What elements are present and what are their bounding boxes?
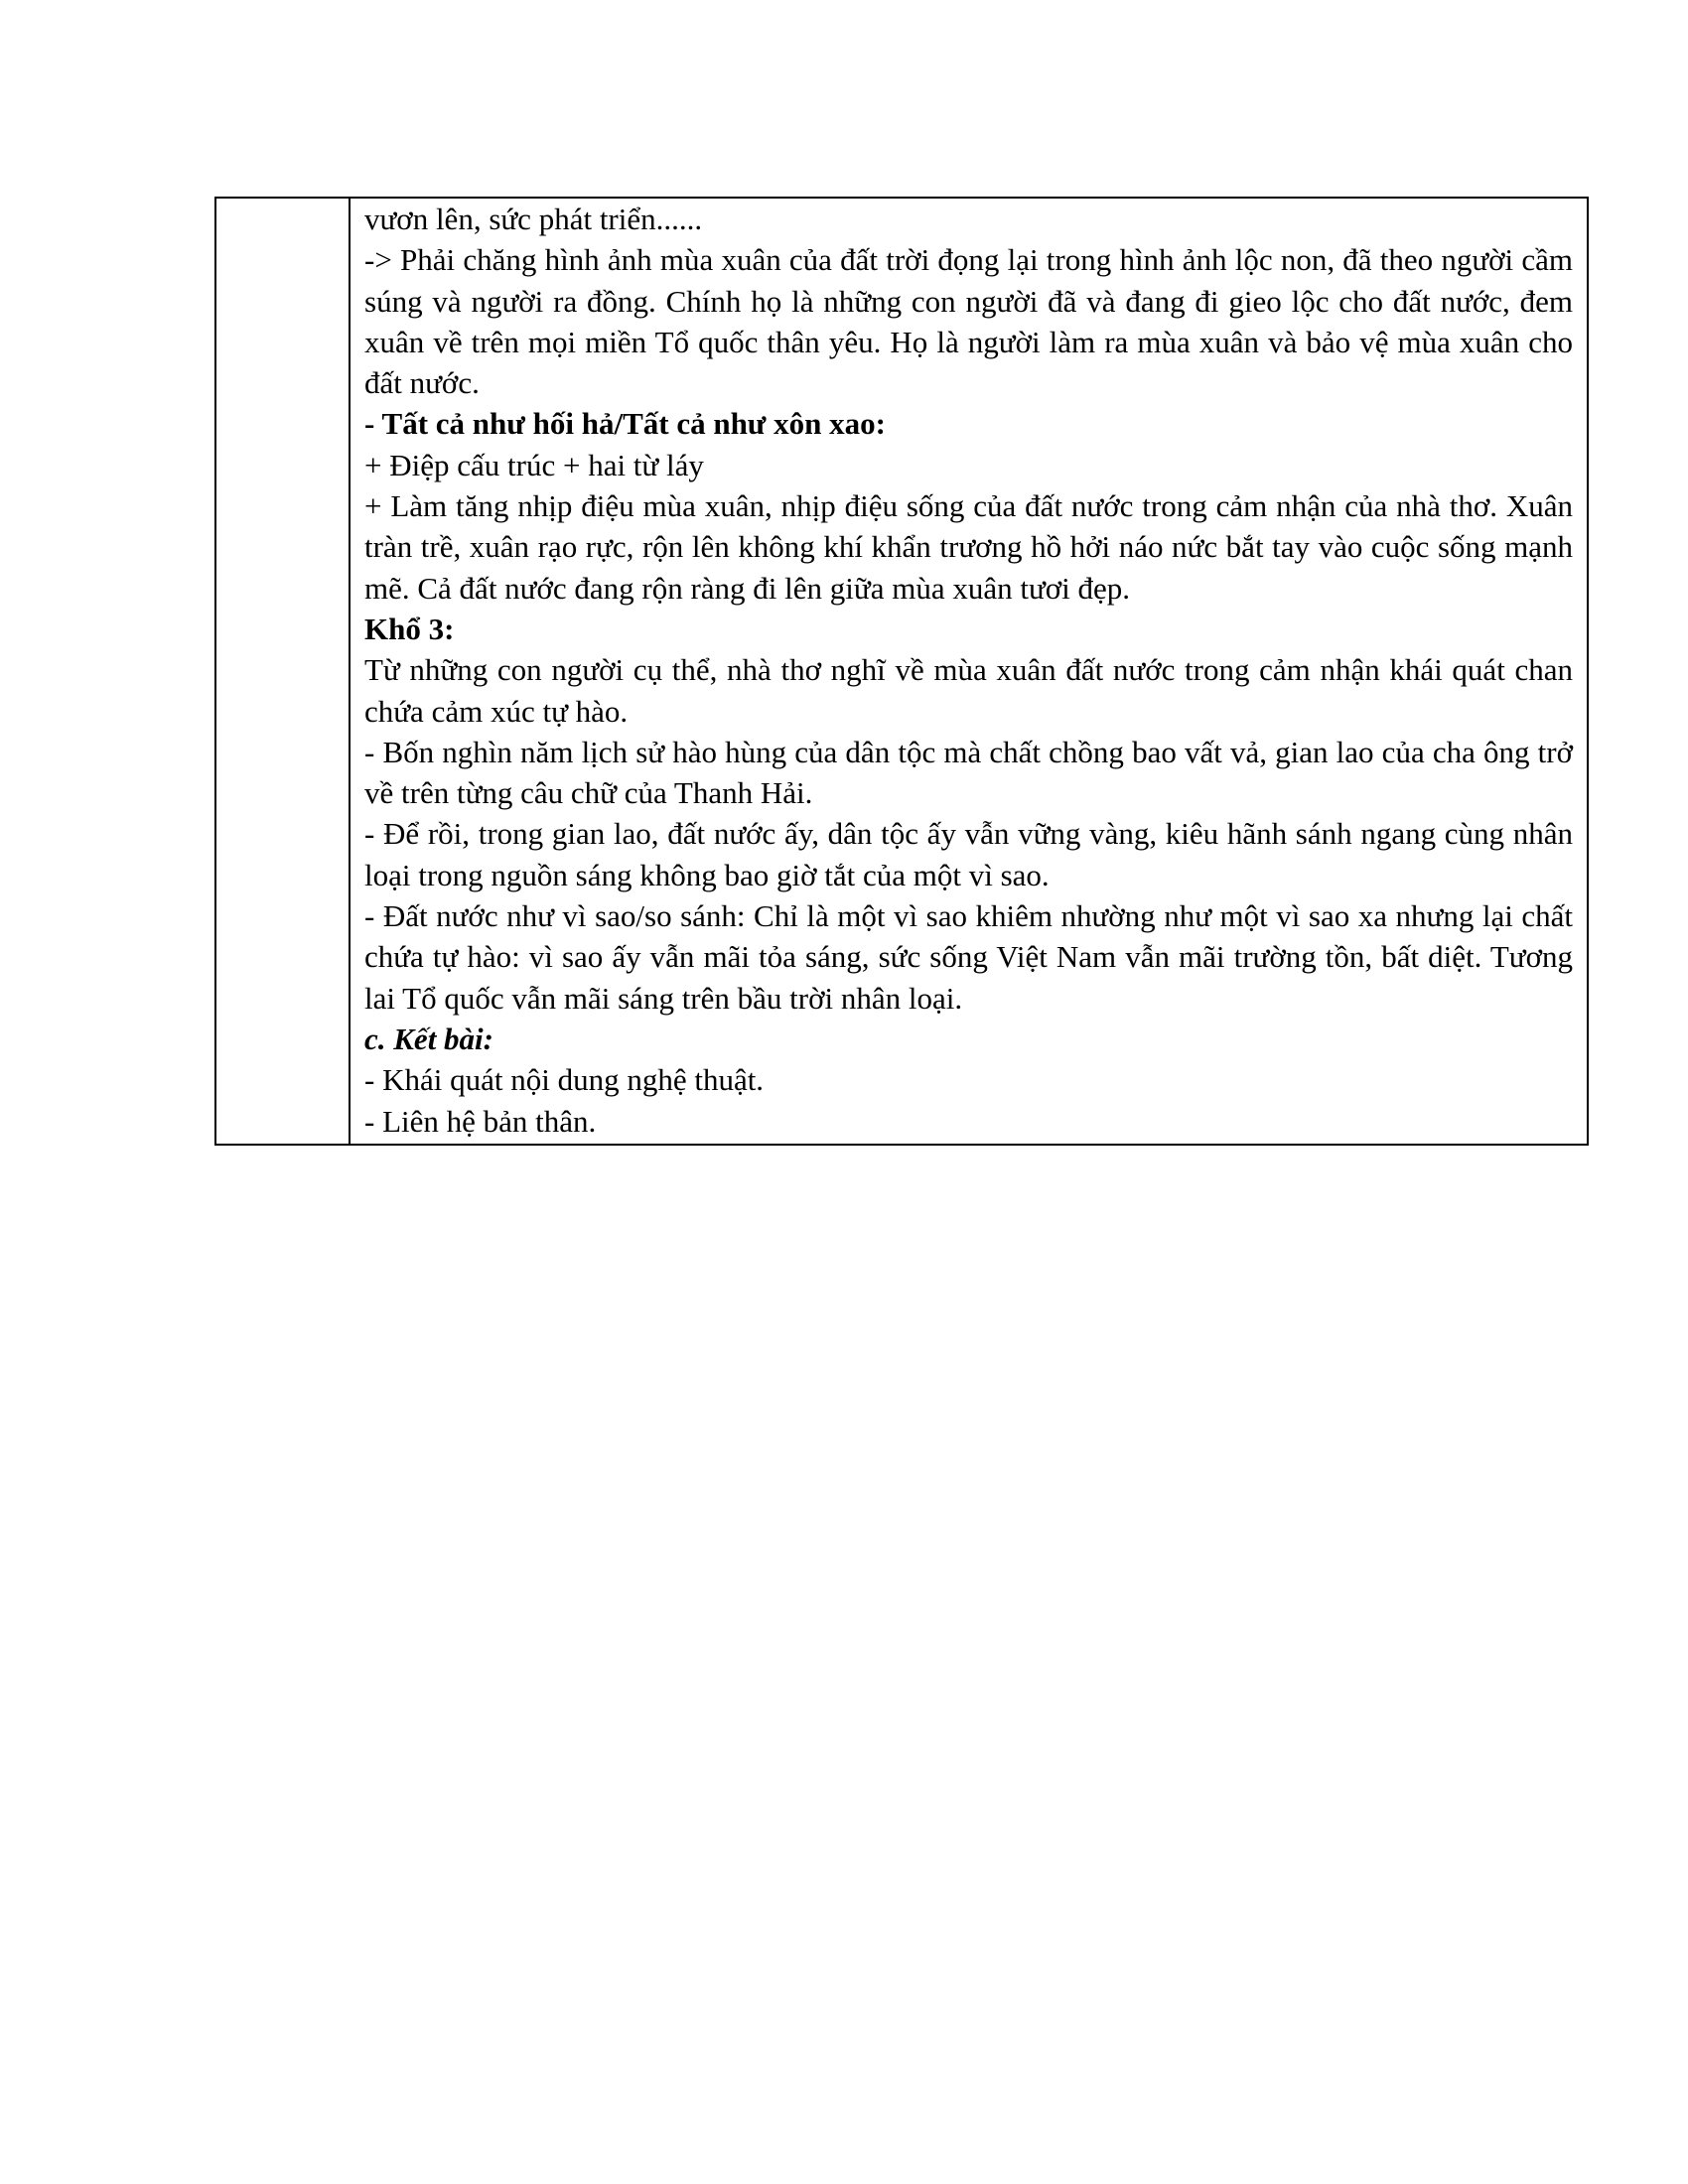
right-column-cell (350, 198, 1588, 1145)
bullet-khai-quat: - Khái quát nội dung nghệ thuật. (364, 1062, 765, 1098)
paragraph-kho-3-intro: Từ những con người cụ thể, nhà thơ nghĩ về mùa xuân đất nước trong cảm nhận khái quát chan chứa cảm xúc tự hào. (364, 652, 1573, 729)
heading-kho-3: Khổ 3: (364, 611, 455, 646)
cell-content (351, 199, 1587, 1144)
heading-ket-bai: c. Kết bài: (364, 1021, 493, 1056)
bullet-dat-nuoc-vi-sao: - Đất nước như vì sao/so sánh: Chỉ là một vì sao khiêm nhường như một vì sao xa nhưng lại chất chứa tự hào: vì sao ấy vẫn mãi tỏa sáng, sức sống Việt Nam vẫn mãi trường tồn, bất diệt. Tương lai Tổ quốc vẫn mãi sáng trên bầu trời nhân loại. (364, 898, 1573, 1016)
paragraph-conclusion-arrow: -> Phải chăng hình ảnh mùa xuân của đất trời đọng lại trong hình ảnh lộc non, đã theo người cầm súng và người ra đồng. Chính họ là những con người đã và đang đi gieo lộc cho đất nước, đem xuân về trên mọi miền Tổ quốc thân yêu. Họ là người làm ra mùa xuân và bảo vệ mùa xuân cho đất nước. (364, 242, 1573, 401)
bullet-bon-nghin-nam: - Bốn nghìn năm lịch sử hào hùng của dân tộc mà chất chồng bao vất vả, gian lao của cha ông trở về trên từng câu chữ của Thanh Hải. (364, 734, 1573, 811)
bullet-nhip-dieu: + Làm tăng nhịp điệu mùa xuân, nhịp điệu sống của đất nước trong cảm nhận của nhà thơ. Xuân tràn trề, xuân rạo rực, rộn lên không khí khẩn trương hồ hởi náo nức bắt tay vào cuộc sống mạnh mẽ. Cả đất nước đang rộn ràng đi lên giữa mùa xuân tươi đẹp. (364, 488, 1573, 606)
bullet-de-roi: - Để rồi, trong gian lao, đất nước ấy, dân tộc ấy vẫn vững vàng, kiêu hãnh sánh ngang cùng nhân loại trong nguồn sáng không bao giờ tắt của một vì sao. (364, 816, 1573, 892)
content-table (214, 197, 1589, 1146)
bullet-lien-he: - Liên hệ bản thân. (364, 1103, 597, 1139)
table-row (215, 198, 1588, 1145)
bullet-diep-cau-truc: + Điệp cấu trúc + hai từ láy (364, 447, 704, 482)
left-column-cell (215, 198, 350, 1145)
paragraph-continuation: vươn lên, sức phát triển...... (364, 202, 703, 236)
subheading-tat-ca: - Tất cả như hối hả/Tất cả như xôn xao: (364, 406, 886, 442)
